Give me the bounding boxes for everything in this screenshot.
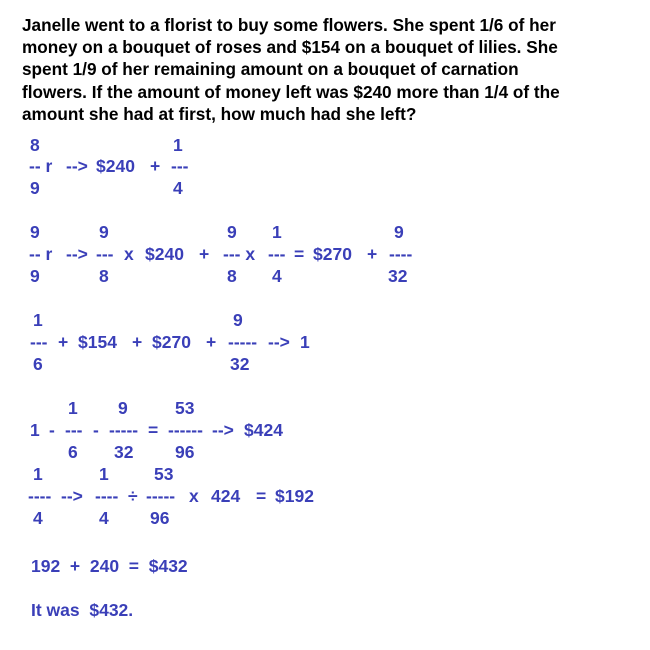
step5-b-denominator: 4 [99, 508, 109, 528]
step5-c-fraction-line: ----- [146, 486, 176, 506]
final-answer: It was $432. [31, 600, 134, 620]
step3-b-numerator: 9 [233, 310, 243, 330]
step3-whole: 1 [300, 332, 310, 352]
step5-c-numerator: 53 [154, 464, 174, 484]
step4-minus2: - [93, 420, 99, 440]
step1-arrow: --> [66, 156, 88, 176]
step1-r-fraction-line: -- r [29, 156, 53, 176]
step2-equals: = [294, 244, 305, 264]
step3-plus2: + [132, 332, 143, 352]
step3-a-denominator: 6 [33, 354, 43, 374]
step5-arrow: --> [61, 486, 83, 506]
step5-times: x [189, 486, 199, 506]
step5-a-denominator: 4 [33, 508, 43, 528]
step2-d-fraction-line: ---- [389, 244, 413, 264]
step4-a-denominator: 6 [68, 442, 78, 462]
question-line: amount she had at first, how much had she left? [22, 103, 417, 124]
question-text [22, 14, 642, 125]
step2-r-denominator: 9 [30, 266, 40, 286]
step2-a-numerator: 9 [99, 222, 109, 242]
question-line: flowers. If the amount of money left was $240 more than 1/4 of the [22, 81, 560, 102]
step1-fraction-line: --- [171, 156, 189, 176]
step1-plus: + [150, 156, 161, 176]
step2-b-fraction-line: --- x [223, 244, 256, 264]
step3-a-numerator: 1 [33, 310, 43, 330]
step3-amount: $270 [152, 332, 191, 352]
step2-times: x [124, 244, 134, 264]
question-line: spent 1/9 of her remaining amount on a bouquet of carnation [22, 59, 519, 80]
step2-arrow: --> [66, 244, 88, 264]
step3-b-denominator: 32 [230, 354, 250, 374]
step4-b-denominator: 32 [114, 442, 134, 462]
step2-c-numerator: 1 [272, 222, 282, 242]
step6-sum: 192 + 240 = $432 [31, 556, 188, 576]
step5-c-denominator: 96 [150, 508, 170, 528]
step2-d-denominator: 32 [388, 266, 408, 286]
step2-a-denominator: 8 [99, 266, 109, 286]
step4-c-numerator: 53 [175, 398, 195, 418]
step3-lilies-amount: $154 [78, 332, 117, 352]
step1-fraction-numerator: 1 [173, 135, 183, 155]
question-line: Janelle went to a florist to buy some flowers. She spent 1/6 of her [22, 15, 556, 35]
step5-a-numerator: 1 [33, 464, 43, 484]
step4-a-numerator: 1 [68, 398, 78, 418]
step1-fraction-denominator: 4 [173, 178, 183, 198]
step2-c-denominator: 4 [272, 266, 282, 286]
step4-one: 1 [30, 420, 40, 440]
step3-a-fraction-line: --- [30, 332, 48, 352]
step2-result: $270 [313, 244, 352, 264]
step4-c-denominator: 96 [175, 442, 195, 462]
step1-amount: $240 [96, 156, 135, 176]
step2-r-numerator: 9 [30, 222, 40, 242]
step2-a-fraction-line: --- [96, 244, 114, 264]
step4-arrow: --> [212, 420, 234, 440]
step4-minus: - [49, 420, 55, 440]
step2-b-numerator: 9 [227, 222, 237, 242]
step5-number: 424 [211, 486, 241, 506]
step2-b-denominator: 8 [227, 266, 237, 286]
step3-plus: + [58, 332, 69, 352]
step3-plus3: + [206, 332, 217, 352]
question-line: money on a bouquet of roses and $154 on a bouquet of lilies. She [22, 37, 558, 58]
step2-amount: $240 [145, 244, 184, 264]
step5-result: $192 [275, 486, 314, 506]
step2-d-numerator: 9 [394, 222, 404, 242]
step5-b-numerator: 1 [99, 464, 109, 484]
step2-r-fraction-line: -- r [29, 244, 53, 264]
step5-b-fraction-line: ---- [95, 486, 119, 506]
step2-plus2: + [367, 244, 378, 264]
step3-arrow: --> [268, 332, 290, 352]
step2-plus: + [199, 244, 210, 264]
step1-r-denominator: 9 [30, 178, 40, 198]
step5-a-fraction-line: ---- [28, 486, 52, 506]
step4-a-fraction-line: --- [65, 420, 83, 440]
step1-r-numerator: 8 [30, 135, 40, 155]
step4-b-numerator: 9 [118, 398, 128, 418]
step4-c-fraction-line: ------ [168, 420, 203, 440]
step5-equals: = [256, 486, 267, 506]
step4-b-fraction-line: ----- [109, 420, 139, 440]
step2-c-fraction-line: --- [268, 244, 286, 264]
step4-equals: = [148, 420, 159, 440]
step3-b-fraction-line: ----- [228, 332, 258, 352]
step4-value: $424 [244, 420, 283, 440]
step5-divide: ÷ [128, 486, 138, 506]
